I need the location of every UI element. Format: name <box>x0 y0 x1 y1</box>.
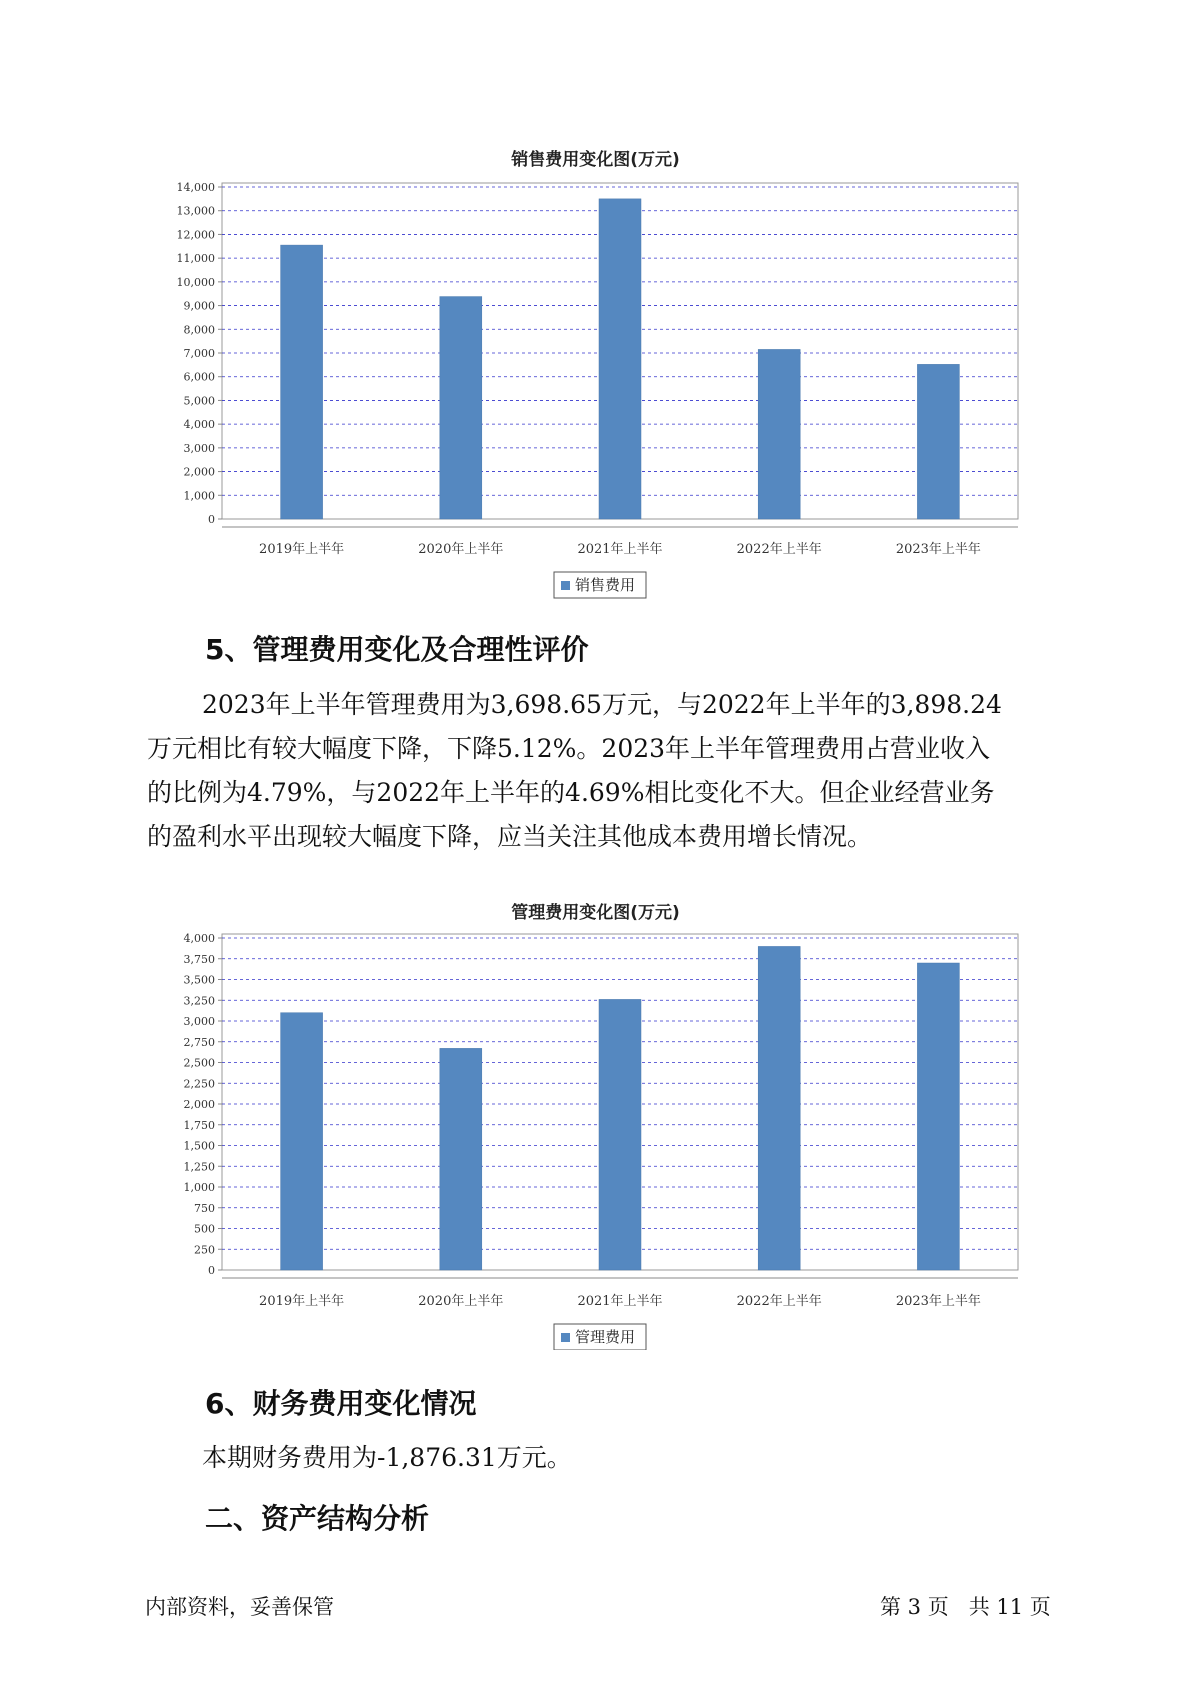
x-tick-label: 2022年上半年 <box>736 1294 822 1309</box>
bar <box>440 1048 482 1270</box>
bar <box>917 364 959 519</box>
y-tick-label: 10,000 <box>176 275 215 289</box>
y-tick-label: 2,000 <box>183 465 215 479</box>
bar <box>917 963 959 1270</box>
y-tick-label: 3,250 <box>183 994 215 1008</box>
y-tick-label: 3,750 <box>183 952 215 966</box>
sales-expense-chart <box>0 160 1191 600</box>
y-tick-label: 12,000 <box>176 228 215 242</box>
y-tick-label: 7,000 <box>183 347 215 360</box>
y-tick-label: 13,000 <box>176 204 215 218</box>
bar <box>599 199 641 519</box>
footer-confidential-note: 内部资料，妥善保管 <box>145 1595 334 1619</box>
y-tick-label: 3,000 <box>183 441 215 455</box>
y-tick-label: 8,000 <box>183 323 215 337</box>
paragraph-line: 万元相比有较大幅度下降，下降5.12%。2023年上半年管理费用占营业收入 <box>147 734 991 763</box>
legend-label: 销售费用 <box>575 576 636 594</box>
section-5-heading: 5、管理费用变化及合理性评价 <box>205 633 589 666</box>
y-tick-label: 9,000 <box>183 299 215 313</box>
y-tick-label: 6,000 <box>183 370 215 384</box>
section-6-heading: 6、财务费用变化情况 <box>205 1387 477 1420</box>
section-two-heading: 二、资产结构分析 <box>205 1502 430 1535</box>
bar <box>599 999 641 1270</box>
bar <box>281 1013 323 1270</box>
y-tick-label: 4,000 <box>183 418 215 432</box>
x-tick-label: 2023年上半年 <box>895 542 981 557</box>
admin-chart-title: 管理费用变化图(万元) <box>511 903 680 923</box>
y-tick-label: 1,250 <box>183 1160 215 1174</box>
x-tick-label: 2021年上半年 <box>577 542 663 557</box>
y-tick-label: 2,500 <box>183 1056 215 1070</box>
y-tick-label: 5,000 <box>183 394 215 408</box>
y-tick-label: 2,250 <box>183 1077 215 1091</box>
paragraph-line: 的盈利水平出现较大幅度下降，应当关注其他成本费用增长情况。 <box>147 822 873 851</box>
bar <box>440 297 482 519</box>
paragraph-line: 的比例为4.79%，与2022年上半年的4.69%相比变化不大。但企业经营业务 <box>147 778 995 807</box>
y-tick-label: 2,750 <box>183 1035 215 1049</box>
sales-chart-title: 销售费用变化图(万元) <box>511 150 680 170</box>
x-tick-label: 2019年上半年 <box>259 1294 345 1309</box>
x-tick-label: 2020年上半年 <box>418 1294 504 1309</box>
y-tick-label: 1,750 <box>183 1118 215 1132</box>
bar <box>758 349 800 519</box>
y-tick-label: 11,000 <box>176 252 215 266</box>
section-6-text: 本期财务费用为-1,876.31万元。 <box>202 1443 572 1472</box>
admin-expense-chart <box>0 910 1191 1350</box>
y-tick-label: 500 <box>194 1222 215 1236</box>
y-tick-label: 0 <box>208 1264 215 1277</box>
section-5-paragraph <box>147 683 1057 859</box>
y-tick-label: 4,000 <box>183 932 215 945</box>
y-tick-label: 1,000 <box>183 489 215 503</box>
y-tick-label: 1,500 <box>183 1139 215 1153</box>
y-tick-label: 250 <box>194 1243 215 1257</box>
legend-label: 管理费用 <box>575 1328 636 1346</box>
x-tick-label: 2020年上半年 <box>418 542 504 557</box>
y-tick-label: 3,000 <box>183 1015 215 1028</box>
legend-swatch <box>561 581 570 590</box>
y-tick-label: 750 <box>194 1201 215 1215</box>
y-tick-label: 2,000 <box>183 1098 215 1111</box>
footer-page-number: 第 3 页 共 11 页 <box>880 1595 1051 1619</box>
x-tick-label: 2022年上半年 <box>736 542 822 557</box>
y-tick-label: 1,000 <box>183 1181 215 1194</box>
bar <box>281 245 323 519</box>
y-tick-label: 14,000 <box>176 181 215 194</box>
y-tick-label: 0 <box>208 513 215 526</box>
paragraph-line: 2023年上半年管理费用为3,698.65万元，与2022年上半年的3,898.24 <box>202 690 1002 719</box>
x-tick-label: 2019年上半年 <box>259 542 345 557</box>
bar <box>758 946 800 1270</box>
x-tick-label: 2021年上半年 <box>577 1294 663 1309</box>
x-tick-label: 2023年上半年 <box>895 1294 981 1309</box>
y-tick-label: 3,500 <box>183 973 215 987</box>
legend-swatch <box>561 1333 570 1342</box>
